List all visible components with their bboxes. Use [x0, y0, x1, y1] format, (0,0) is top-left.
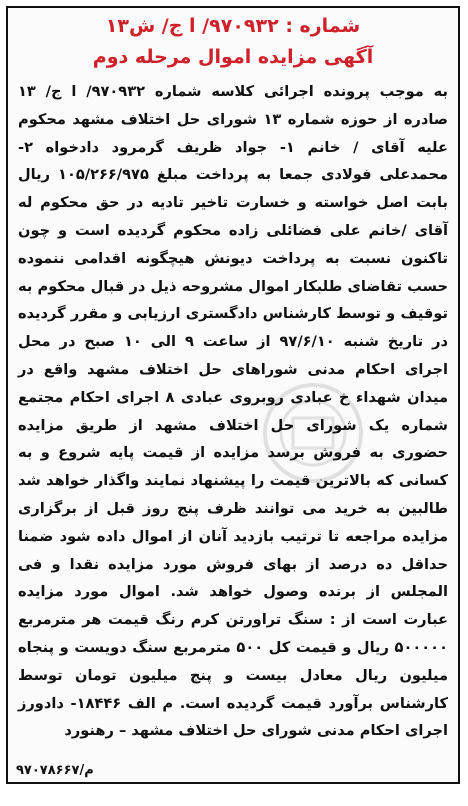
auction-notice: [6, 6, 460, 784]
notice-body: به موجب پرونده اجرائی کلاسه شماره ۹۷۰۹۳۲/ ا ج/ ۱۳ صادره از حوزه شماره ۱۳ شورای حل اختلاف مشهد محکوم علیه آقای / خانم ۱- جواد ظریف گرمرود دادخواه ۲- محمدعلی فولادی جمعا به پرداخت مبلغ ۱۰۵/۲۶۶/۹۷۵ ریال بابت اصل خواسته و خسارت تاخیر تادیه در حق محکوم له آقای /خانم علی فضائلی زاده محکوم گردیده است و چون تاکنون نسبت به پرداخت دیونش هیچگونه اقدامی ننموده حسب تقاضای طلبکار اموال مشروحه ذیل در قبال محکوم به توقیف و توسط کارشناس دادگستری ارزیابی و مقرر گردیده در تاریخ شنبه ۹۷/۶/۱۰ از ساعت ۹ الی ۱۰ صبح در محل اجرای احکام مدنی شوراهای حل اختلاف مشهد واقع در میدان شهداء خ عبادی روبروی عبادی ۸ اجرای احکام مجتمع شماره یک شورای حل اختلاف مشهد از طریق مزایده حضوری به فروش برسد مزایده از قیمت پایه شروع و به کسانی که بالاترین قیمت را پیشنهاد نمایند واگذار خواهد شد طالبین به خرید می توانند ظرف پنج روز قبل از برگزاری مزایده مراجعه تا ترتیب بازدید آنان از اموال داده شود ضمنا حداقل ده درصد از بهای فروش مورد مزایده نقدا و فی المجلس از برنده وصول خواهد شد. اموال مورد مزایده عبارت است از : سنگ تراورتن کرم رنگ قیمت هر مترمربع ۵۰۰۰۰۰ ریال و قیمت کل ۵۰۰ مترمربع سنگ دویست و پنجاه میلیون ریال معادل بیست و پنج میلیون تومان توسط کارشناس برآورد قیمت گردیده است. م الف ۱۸۴۴۶- دادورز اجرای احکام مدنی شورای حل اختلاف مشهد – رهنورد: [18, 83, 449, 740]
notice-title: آگهی مزایده اموال مرحله دوم: [92, 46, 374, 68]
notice-header: [8, 8, 458, 70]
publication-code: م/۹۷۰۷۸۶۶۷: [16, 763, 94, 778]
notice-number: شماره : ۹۷۰۹۳۲/ ا ج/ ش۱۳: [105, 15, 361, 37]
